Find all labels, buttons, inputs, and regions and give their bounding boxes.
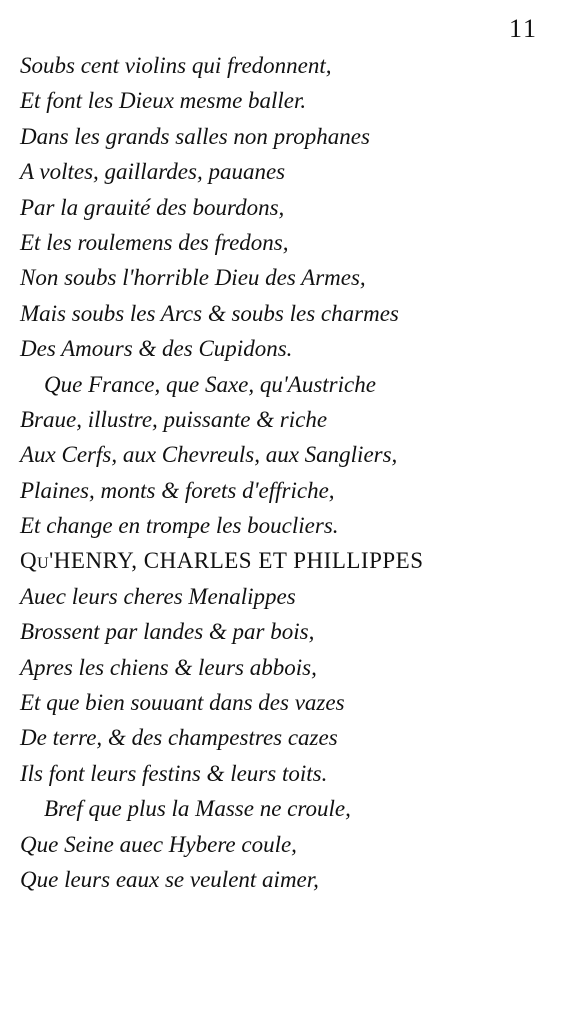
verse-line: Qu'HENRY, CHARLES ET PHILLIPPES (20, 548, 424, 574)
verse-line: Que leurs eaux se veulent aimer, (20, 866, 319, 892)
verse-line: Ils font leurs festins & leurs toits. (20, 760, 328, 786)
verse-line: Dans les grands salles non prophanes (20, 123, 370, 149)
verse-line: Des Amours & des Cupidons. (20, 336, 293, 362)
verse-line: Bref que plus la Masse ne croule, (44, 796, 351, 822)
page-number: 11 (508, 14, 538, 43)
verse-line: Braue, illustre, puissante & riche (20, 406, 328, 432)
verse-line: Et les roulemens des fredons, (20, 229, 289, 255)
verse-line: Soubs cent violins qui fredonnent, (20, 53, 332, 78)
verse-line: De terre, & des champestres cazes (20, 725, 338, 751)
verse-line: Plaines, monts & forets d'effriche, (20, 477, 335, 503)
verse-line: Que Seine auec Hybere coule, (20, 831, 297, 857)
verse-line: Auec leurs cheres Menalippes (20, 583, 296, 609)
verse-line: Brossent par landes & par bois, (20, 619, 315, 645)
verse-line: Et change en trompe les boucliers. (20, 513, 339, 539)
verse-line: Apres les chiens & leurs abbois, (20, 654, 317, 680)
verse-line: Non soubs l'horrible Dieu des Armes, (20, 265, 366, 291)
verse-line: A voltes, gaillardes, pauanes (20, 159, 286, 185)
verse-line: Et que bien souuant dans des vazes (20, 690, 345, 716)
verse-line: Par la grauité des bourdons, (20, 194, 285, 220)
poem-text (20, 48, 565, 897)
verse-line: Mais soubs les Arcs & soubs les charmes (20, 300, 399, 326)
verse-line: Que France, que Saxe, qu'Austriche (44, 371, 376, 397)
verse-line: Et font les Dieux mesme baller. (20, 88, 307, 114)
verse-line: Aux Cerfs, aux Chevreuls, aux Sangliers, (20, 442, 398, 468)
